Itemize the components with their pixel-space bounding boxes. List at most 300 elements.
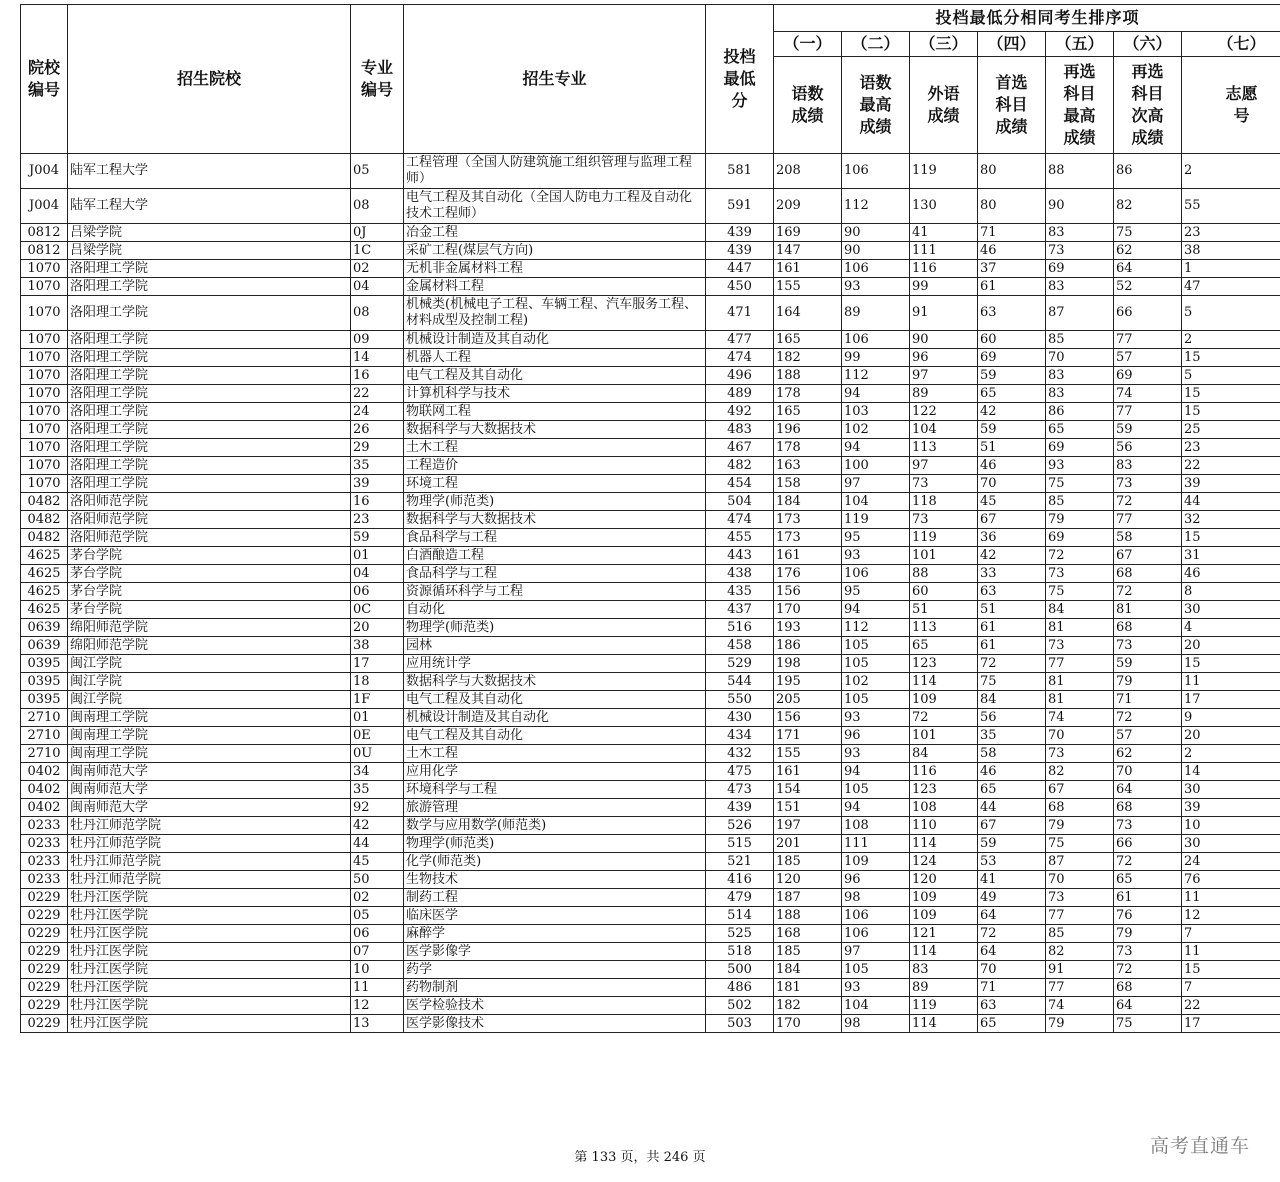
cell-preference-number: 7 (1182, 979, 1280, 997)
cell-min-score: 434 (706, 727, 774, 745)
cell-foreign-language-score: 114 (910, 943, 978, 961)
cell-major-name: 工程管理（全国人防建筑施工组织管理与监理工程师） (404, 154, 706, 189)
cell-foreign-language-score: 97 (910, 457, 978, 475)
cell-school-name: 茅台学院 (68, 547, 351, 565)
table-row (21, 925, 1280, 943)
cell-chinese-math-score: 163 (774, 457, 842, 475)
cell-foreign-language-score: 109 (910, 889, 978, 907)
cell-first-choice-subject: 63 (978, 997, 1046, 1015)
cell-school-code: 0233 (21, 835, 68, 853)
cell-preference-number: 30 (1182, 781, 1280, 799)
cell-preference-number: 15 (1182, 385, 1280, 403)
cell-school-code: 0229 (21, 979, 68, 997)
cell-reselect-subject-max: 88 (1046, 154, 1114, 189)
cell-first-choice-subject: 46 (978, 242, 1046, 260)
cell-school-code: 1070 (21, 331, 68, 349)
cell-preference-number: 30 (1182, 835, 1280, 853)
cell-min-score: 521 (706, 853, 774, 871)
cell-major-code: 1C (351, 242, 404, 260)
cell-school-code: 0229 (21, 889, 68, 907)
cell-reselect-subject-second: 79 (1114, 925, 1182, 943)
cell-foreign-language-score: 120 (910, 871, 978, 889)
cell-school-name: 洛阳师范学院 (68, 493, 351, 511)
cell-major-code: 01 (351, 709, 404, 727)
cell-chinese-math-max: 97 (842, 943, 910, 961)
cell-chinese-math-max: 106 (842, 925, 910, 943)
cell-major-code: 05 (351, 154, 404, 189)
cell-reselect-subject-second: 83 (1114, 457, 1182, 475)
cell-school-code: 4625 (21, 583, 68, 601)
cell-major-name: 电气工程及其自动化 (404, 691, 706, 709)
cell-school-name: 洛阳理工学院 (68, 260, 351, 278)
cell-foreign-language-score: 51 (910, 601, 978, 619)
cell-reselect-subject-second: 74 (1114, 385, 1182, 403)
cell-school-name: 牡丹江医学院 (68, 889, 351, 907)
cell-reselect-subject-max: 70 (1046, 871, 1114, 889)
cell-min-score: 458 (706, 637, 774, 655)
cell-major-name: 采矿工程(煤层气方向) (404, 242, 706, 260)
cell-chinese-math-score: 205 (774, 691, 842, 709)
table-row (21, 673, 1280, 691)
cell-chinese-math-score: 156 (774, 709, 842, 727)
cell-major-code: 0C (351, 601, 404, 619)
cell-reselect-subject-second: 68 (1114, 799, 1182, 817)
cell-major-name: 机器人工程 (404, 349, 706, 367)
cell-preference-number: 2 (1182, 331, 1280, 349)
cell-chinese-math-score: 198 (774, 655, 842, 673)
cell-major-code: 16 (351, 493, 404, 511)
cell-foreign-language-score: 109 (910, 907, 978, 925)
cell-min-score: 430 (706, 709, 774, 727)
cell-school-name: 洛阳理工学院 (68, 439, 351, 457)
cell-chinese-math-max: 95 (842, 583, 910, 601)
cell-foreign-language-score: 60 (910, 583, 978, 601)
cell-school-code: 1070 (21, 260, 68, 278)
cell-school-name: 牡丹江医学院 (68, 979, 351, 997)
header-major-name: 招生专业 (404, 5, 706, 154)
cell-reselect-subject-second: 79 (1114, 673, 1182, 691)
header-tiebreak-group: 投档最低分相同考生排序项 (774, 5, 1280, 32)
cell-preference-number: 8 (1182, 583, 1280, 601)
cell-foreign-language-score: 113 (910, 439, 978, 457)
cell-preference-number: 46 (1182, 565, 1280, 583)
cell-reselect-subject-second: 72 (1114, 709, 1182, 727)
cell-first-choice-subject: 63 (978, 296, 1046, 331)
table-row (21, 367, 1280, 385)
cell-school-name: 牡丹江医学院 (68, 925, 351, 943)
cell-reselect-subject-second: 72 (1114, 493, 1182, 511)
cell-chinese-math-score: 161 (774, 260, 842, 278)
cell-first-choice-subject: 84 (978, 691, 1046, 709)
cell-preference-number: 1 (1182, 260, 1280, 278)
cell-min-score: 435 (706, 583, 774, 601)
cell-major-code: 0U (351, 745, 404, 763)
cell-school-name: 洛阳理工学院 (68, 296, 351, 331)
cell-school-name: 洛阳师范学院 (68, 511, 351, 529)
cell-first-choice-subject: 51 (978, 439, 1046, 457)
cell-school-name: 牡丹江师范学院 (68, 835, 351, 853)
cell-first-choice-subject: 36 (978, 529, 1046, 547)
cell-foreign-language-score: 123 (910, 655, 978, 673)
cell-major-code: 05 (351, 907, 404, 925)
header-min-score: 投档 最低 分 (706, 5, 774, 154)
table-row (21, 601, 1280, 619)
cell-foreign-language-score: 122 (910, 403, 978, 421)
cell-chinese-math-max: 93 (842, 547, 910, 565)
cell-chinese-math-max: 105 (842, 691, 910, 709)
cell-reselect-subject-second: 72 (1114, 853, 1182, 871)
cell-major-name: 金属材料工程 (404, 278, 706, 296)
cell-preference-number: 12 (1182, 907, 1280, 925)
cell-chinese-math-max: 102 (842, 421, 910, 439)
cell-school-code: 1070 (21, 349, 68, 367)
cell-major-name: 麻醉学 (404, 925, 706, 943)
cell-chinese-math-max: 111 (842, 835, 910, 853)
cell-first-choice-subject: 59 (978, 835, 1046, 853)
cell-first-choice-subject: 45 (978, 493, 1046, 511)
cell-reselect-subject-max: 73 (1046, 242, 1114, 260)
cell-first-choice-subject: 80 (978, 154, 1046, 189)
cell-chinese-math-max: 93 (842, 278, 910, 296)
cell-school-code: 1070 (21, 296, 68, 331)
cell-major-code: 16 (351, 367, 404, 385)
cell-first-choice-subject: 53 (978, 853, 1046, 871)
header-school-name: 招生院校 (68, 5, 351, 154)
table-row (21, 511, 1280, 529)
cell-chinese-math-max: 90 (842, 242, 910, 260)
cell-preference-number: 11 (1182, 673, 1280, 691)
cell-major-code: 92 (351, 799, 404, 817)
cell-min-score: 514 (706, 907, 774, 925)
table-row (21, 817, 1280, 835)
cell-min-score: 477 (706, 331, 774, 349)
cell-school-name: 闽江学院 (68, 673, 351, 691)
cell-chinese-math-max: 103 (842, 403, 910, 421)
cell-school-code: 0233 (21, 817, 68, 835)
cell-school-code: 0229 (21, 1015, 68, 1033)
cell-first-choice-subject: 59 (978, 421, 1046, 439)
cell-reselect-subject-max: 82 (1046, 943, 1114, 961)
cell-reselect-subject-second: 62 (1114, 745, 1182, 763)
cell-min-score: 437 (706, 601, 774, 619)
cell-major-code: 07 (351, 943, 404, 961)
cell-major-code: 04 (351, 565, 404, 583)
cell-preference-number: 11 (1182, 889, 1280, 907)
cell-chinese-math-score: 165 (774, 403, 842, 421)
cell-chinese-math-score: 188 (774, 907, 842, 925)
cell-major-name: 环境工程 (404, 475, 706, 493)
cell-preference-number: 15 (1182, 655, 1280, 673)
table-row (21, 709, 1280, 727)
cell-school-code: 0229 (21, 907, 68, 925)
cell-chinese-math-max: 93 (842, 709, 910, 727)
table-row (21, 655, 1280, 673)
cell-major-code: 18 (351, 673, 404, 691)
cell-major-code: 02 (351, 889, 404, 907)
cell-min-score: 474 (706, 511, 774, 529)
cell-reselect-subject-second: 65 (1114, 871, 1182, 889)
cell-major-name: 应用统计学 (404, 655, 706, 673)
cell-school-code: 0482 (21, 511, 68, 529)
cell-first-choice-subject: 61 (978, 619, 1046, 637)
cell-school-code: 2710 (21, 745, 68, 763)
cell-chinese-math-score: 171 (774, 727, 842, 745)
cell-chinese-math-max: 105 (842, 961, 910, 979)
cell-min-score: 500 (706, 961, 774, 979)
cell-first-choice-subject: 51 (978, 601, 1046, 619)
cell-preference-number: 7 (1182, 925, 1280, 943)
cell-school-name: 洛阳理工学院 (68, 385, 351, 403)
cell-first-choice-subject: 58 (978, 745, 1046, 763)
table-row (21, 781, 1280, 799)
header-subitem-number: （六） (1114, 32, 1182, 57)
cell-reselect-subject-second: 64 (1114, 260, 1182, 278)
cell-chinese-math-max: 99 (842, 349, 910, 367)
cell-school-code: 1070 (21, 457, 68, 475)
cell-chinese-math-score: 120 (774, 871, 842, 889)
cell-chinese-math-score: 176 (774, 565, 842, 583)
cell-first-choice-subject: 49 (978, 889, 1046, 907)
cell-reselect-subject-max: 81 (1046, 691, 1114, 709)
header-subitem-label: 志愿 号 (1182, 57, 1280, 154)
cell-chinese-math-score: 165 (774, 331, 842, 349)
cell-min-score: 496 (706, 367, 774, 385)
cell-min-score: 432 (706, 745, 774, 763)
header-subitem-number: （一） (774, 32, 842, 57)
cell-foreign-language-score: 116 (910, 260, 978, 278)
cell-foreign-language-score: 101 (910, 727, 978, 745)
header-subitem-number: （七） (1182, 32, 1280, 57)
cell-reselect-subject-max: 77 (1046, 979, 1114, 997)
cell-first-choice-subject: 46 (978, 457, 1046, 475)
cell-major-name: 物联网工程 (404, 403, 706, 421)
cell-reselect-subject-max: 79 (1046, 817, 1114, 835)
cell-reselect-subject-max: 65 (1046, 421, 1114, 439)
cell-reselect-subject-max: 75 (1046, 475, 1114, 493)
cell-first-choice-subject: 59 (978, 367, 1046, 385)
cell-reselect-subject-second: 67 (1114, 547, 1182, 565)
cell-foreign-language-score: 73 (910, 475, 978, 493)
cell-school-code: 2710 (21, 727, 68, 745)
cell-preference-number: 4 (1182, 619, 1280, 637)
cell-school-name: 牡丹江医学院 (68, 961, 351, 979)
cell-foreign-language-score: 99 (910, 278, 978, 296)
cell-min-score: 486 (706, 979, 774, 997)
cell-school-code: 0229 (21, 961, 68, 979)
cell-chinese-math-score: 168 (774, 925, 842, 943)
cell-reselect-subject-max: 84 (1046, 601, 1114, 619)
cell-school-name: 闽南师范大学 (68, 781, 351, 799)
cell-chinese-math-score: 151 (774, 799, 842, 817)
cell-foreign-language-score: 89 (910, 385, 978, 403)
table-row (21, 242, 1280, 260)
table-row (21, 997, 1280, 1015)
cell-min-score: 492 (706, 403, 774, 421)
cell-school-name: 牡丹江医学院 (68, 997, 351, 1015)
cell-chinese-math-score: 195 (774, 673, 842, 691)
cell-school-code: 0482 (21, 493, 68, 511)
cell-major-name: 临床医学 (404, 907, 706, 925)
cell-chinese-math-max: 106 (842, 260, 910, 278)
table-row (21, 154, 1280, 189)
cell-reselect-subject-second: 56 (1114, 439, 1182, 457)
cell-foreign-language-score: 116 (910, 763, 978, 781)
cell-major-code: 01 (351, 547, 404, 565)
cell-chinese-math-max: 97 (842, 475, 910, 493)
cell-school-code: 4625 (21, 565, 68, 583)
cell-reselect-subject-second: 82 (1114, 189, 1182, 224)
cell-chinese-math-score: 170 (774, 601, 842, 619)
cell-reselect-subject-max: 81 (1046, 619, 1114, 637)
cell-reselect-subject-max: 77 (1046, 655, 1114, 673)
cell-chinese-math-max: 119 (842, 511, 910, 529)
cell-major-name: 食品科学与工程 (404, 529, 706, 547)
cell-major-code: 59 (351, 529, 404, 547)
cell-foreign-language-score: 114 (910, 673, 978, 691)
cell-chinese-math-score: 155 (774, 278, 842, 296)
cell-first-choice-subject: 65 (978, 1015, 1046, 1033)
cell-major-code: 20 (351, 619, 404, 637)
cell-chinese-math-score: 178 (774, 385, 842, 403)
cell-major-name: 自动化 (404, 601, 706, 619)
cell-school-code: 0229 (21, 943, 68, 961)
cell-school-code: 0229 (21, 925, 68, 943)
cell-major-code: 39 (351, 475, 404, 493)
cell-major-code: 06 (351, 925, 404, 943)
cell-school-name: 洛阳理工学院 (68, 403, 351, 421)
table-row (21, 421, 1280, 439)
cell-chinese-math-score: 193 (774, 619, 842, 637)
cell-reselect-subject-max: 86 (1046, 403, 1114, 421)
cell-major-code: 1F (351, 691, 404, 709)
cell-reselect-subject-max: 87 (1046, 853, 1114, 871)
cell-school-code: 0233 (21, 853, 68, 871)
header-subitem-label: 外语 成绩 (910, 57, 978, 154)
cell-first-choice-subject: 71 (978, 224, 1046, 242)
cell-preference-number: 15 (1182, 403, 1280, 421)
cell-reselect-subject-second: 73 (1114, 637, 1182, 655)
cell-major-code: 14 (351, 349, 404, 367)
cell-major-code: 08 (351, 296, 404, 331)
cell-chinese-math-score: 147 (774, 242, 842, 260)
table-row (21, 278, 1280, 296)
cell-foreign-language-score: 109 (910, 691, 978, 709)
cell-reselect-subject-second: 77 (1114, 331, 1182, 349)
cell-major-code: 29 (351, 439, 404, 457)
cell-reselect-subject-second: 58 (1114, 529, 1182, 547)
table-row (21, 763, 1280, 781)
cell-chinese-math-score: 197 (774, 817, 842, 835)
cell-reselect-subject-second: 64 (1114, 997, 1182, 1015)
cell-min-score: 489 (706, 385, 774, 403)
cell-foreign-language-score: 114 (910, 1015, 978, 1033)
cell-min-score: 474 (706, 349, 774, 367)
cell-major-name: 电气工程及其自动化 (404, 367, 706, 385)
cell-chinese-math-max: 104 (842, 493, 910, 511)
cell-preference-number: 38 (1182, 242, 1280, 260)
cell-first-choice-subject: 75 (978, 673, 1046, 691)
cell-chinese-math-score: 164 (774, 296, 842, 331)
table-row (21, 853, 1280, 871)
table-row (21, 189, 1280, 224)
cell-preference-number: 39 (1182, 799, 1280, 817)
cell-chinese-math-max: 105 (842, 655, 910, 673)
cell-chinese-math-max: 105 (842, 781, 910, 799)
cell-school-code: 0402 (21, 799, 68, 817)
cell-school-name: 茅台学院 (68, 565, 351, 583)
cell-school-name: 茅台学院 (68, 601, 351, 619)
cell-major-name: 白酒酿造工程 (404, 547, 706, 565)
cell-major-name: 电气工程及其自动化（全国人防电力工程及自动化技术工程师） (404, 189, 706, 224)
cell-major-name: 物理学(师范类) (404, 835, 706, 853)
cell-major-code: 06 (351, 583, 404, 601)
cell-chinese-math-max: 109 (842, 853, 910, 871)
cell-chinese-math-score: 208 (774, 154, 842, 189)
cell-reselect-subject-second: 76 (1114, 907, 1182, 925)
cell-reselect-subject-max: 70 (1046, 727, 1114, 745)
cell-chinese-math-score: 173 (774, 529, 842, 547)
cell-first-choice-subject: 71 (978, 979, 1046, 997)
cell-first-choice-subject: 37 (978, 260, 1046, 278)
cell-chinese-math-max: 93 (842, 745, 910, 763)
cell-chinese-math-max: 112 (842, 619, 910, 637)
cell-reselect-subject-max: 69 (1046, 529, 1114, 547)
cell-first-choice-subject: 67 (978, 817, 1046, 835)
cell-major-name: 冶金工程 (404, 224, 706, 242)
cell-school-name: 闽江学院 (68, 655, 351, 673)
cell-chinese-math-score: 184 (774, 493, 842, 511)
cell-reselect-subject-max: 72 (1046, 547, 1114, 565)
page-number: 第 133 页，共 246 页 (574, 1150, 706, 1165)
cell-reselect-subject-second: 72 (1114, 583, 1182, 601)
cell-chinese-math-score: 209 (774, 189, 842, 224)
cell-school-name: 闽江学院 (68, 691, 351, 709)
cell-first-choice-subject: 65 (978, 781, 1046, 799)
cell-first-choice-subject: 35 (978, 727, 1046, 745)
cell-chinese-math-score: 169 (774, 224, 842, 242)
cell-min-score: 515 (706, 835, 774, 853)
cell-reselect-subject-second: 66 (1114, 835, 1182, 853)
cell-reselect-subject-max: 82 (1046, 763, 1114, 781)
cell-chinese-math-score: 201 (774, 835, 842, 853)
cell-school-code: 1070 (21, 403, 68, 421)
cell-school-code: 0395 (21, 691, 68, 709)
cell-chinese-math-score: 186 (774, 637, 842, 655)
table-row (21, 529, 1280, 547)
table-row (21, 493, 1280, 511)
cell-school-name: 洛阳理工学院 (68, 457, 351, 475)
cell-major-name: 数据科学与大数据技术 (404, 673, 706, 691)
table-row (21, 799, 1280, 817)
cell-school-name: 洛阳理工学院 (68, 331, 351, 349)
cell-first-choice-subject: 46 (978, 763, 1046, 781)
table-row (21, 475, 1280, 493)
cell-min-score: 483 (706, 421, 774, 439)
cell-preference-number: 22 (1182, 457, 1280, 475)
table-row (21, 889, 1280, 907)
cell-foreign-language-score: 130 (910, 189, 978, 224)
table-row (21, 1015, 1280, 1033)
cell-min-score: 416 (706, 871, 774, 889)
cell-school-name: 陆军工程大学 (68, 154, 351, 189)
cell-foreign-language-score: 101 (910, 547, 978, 565)
cell-preference-number: 47 (1182, 278, 1280, 296)
cell-reselect-subject-second: 59 (1114, 421, 1182, 439)
cell-major-code: 42 (351, 817, 404, 835)
cell-chinese-math-max: 112 (842, 189, 910, 224)
cell-reselect-subject-second: 61 (1114, 889, 1182, 907)
header-major-code: 专业 编号 (351, 5, 404, 154)
